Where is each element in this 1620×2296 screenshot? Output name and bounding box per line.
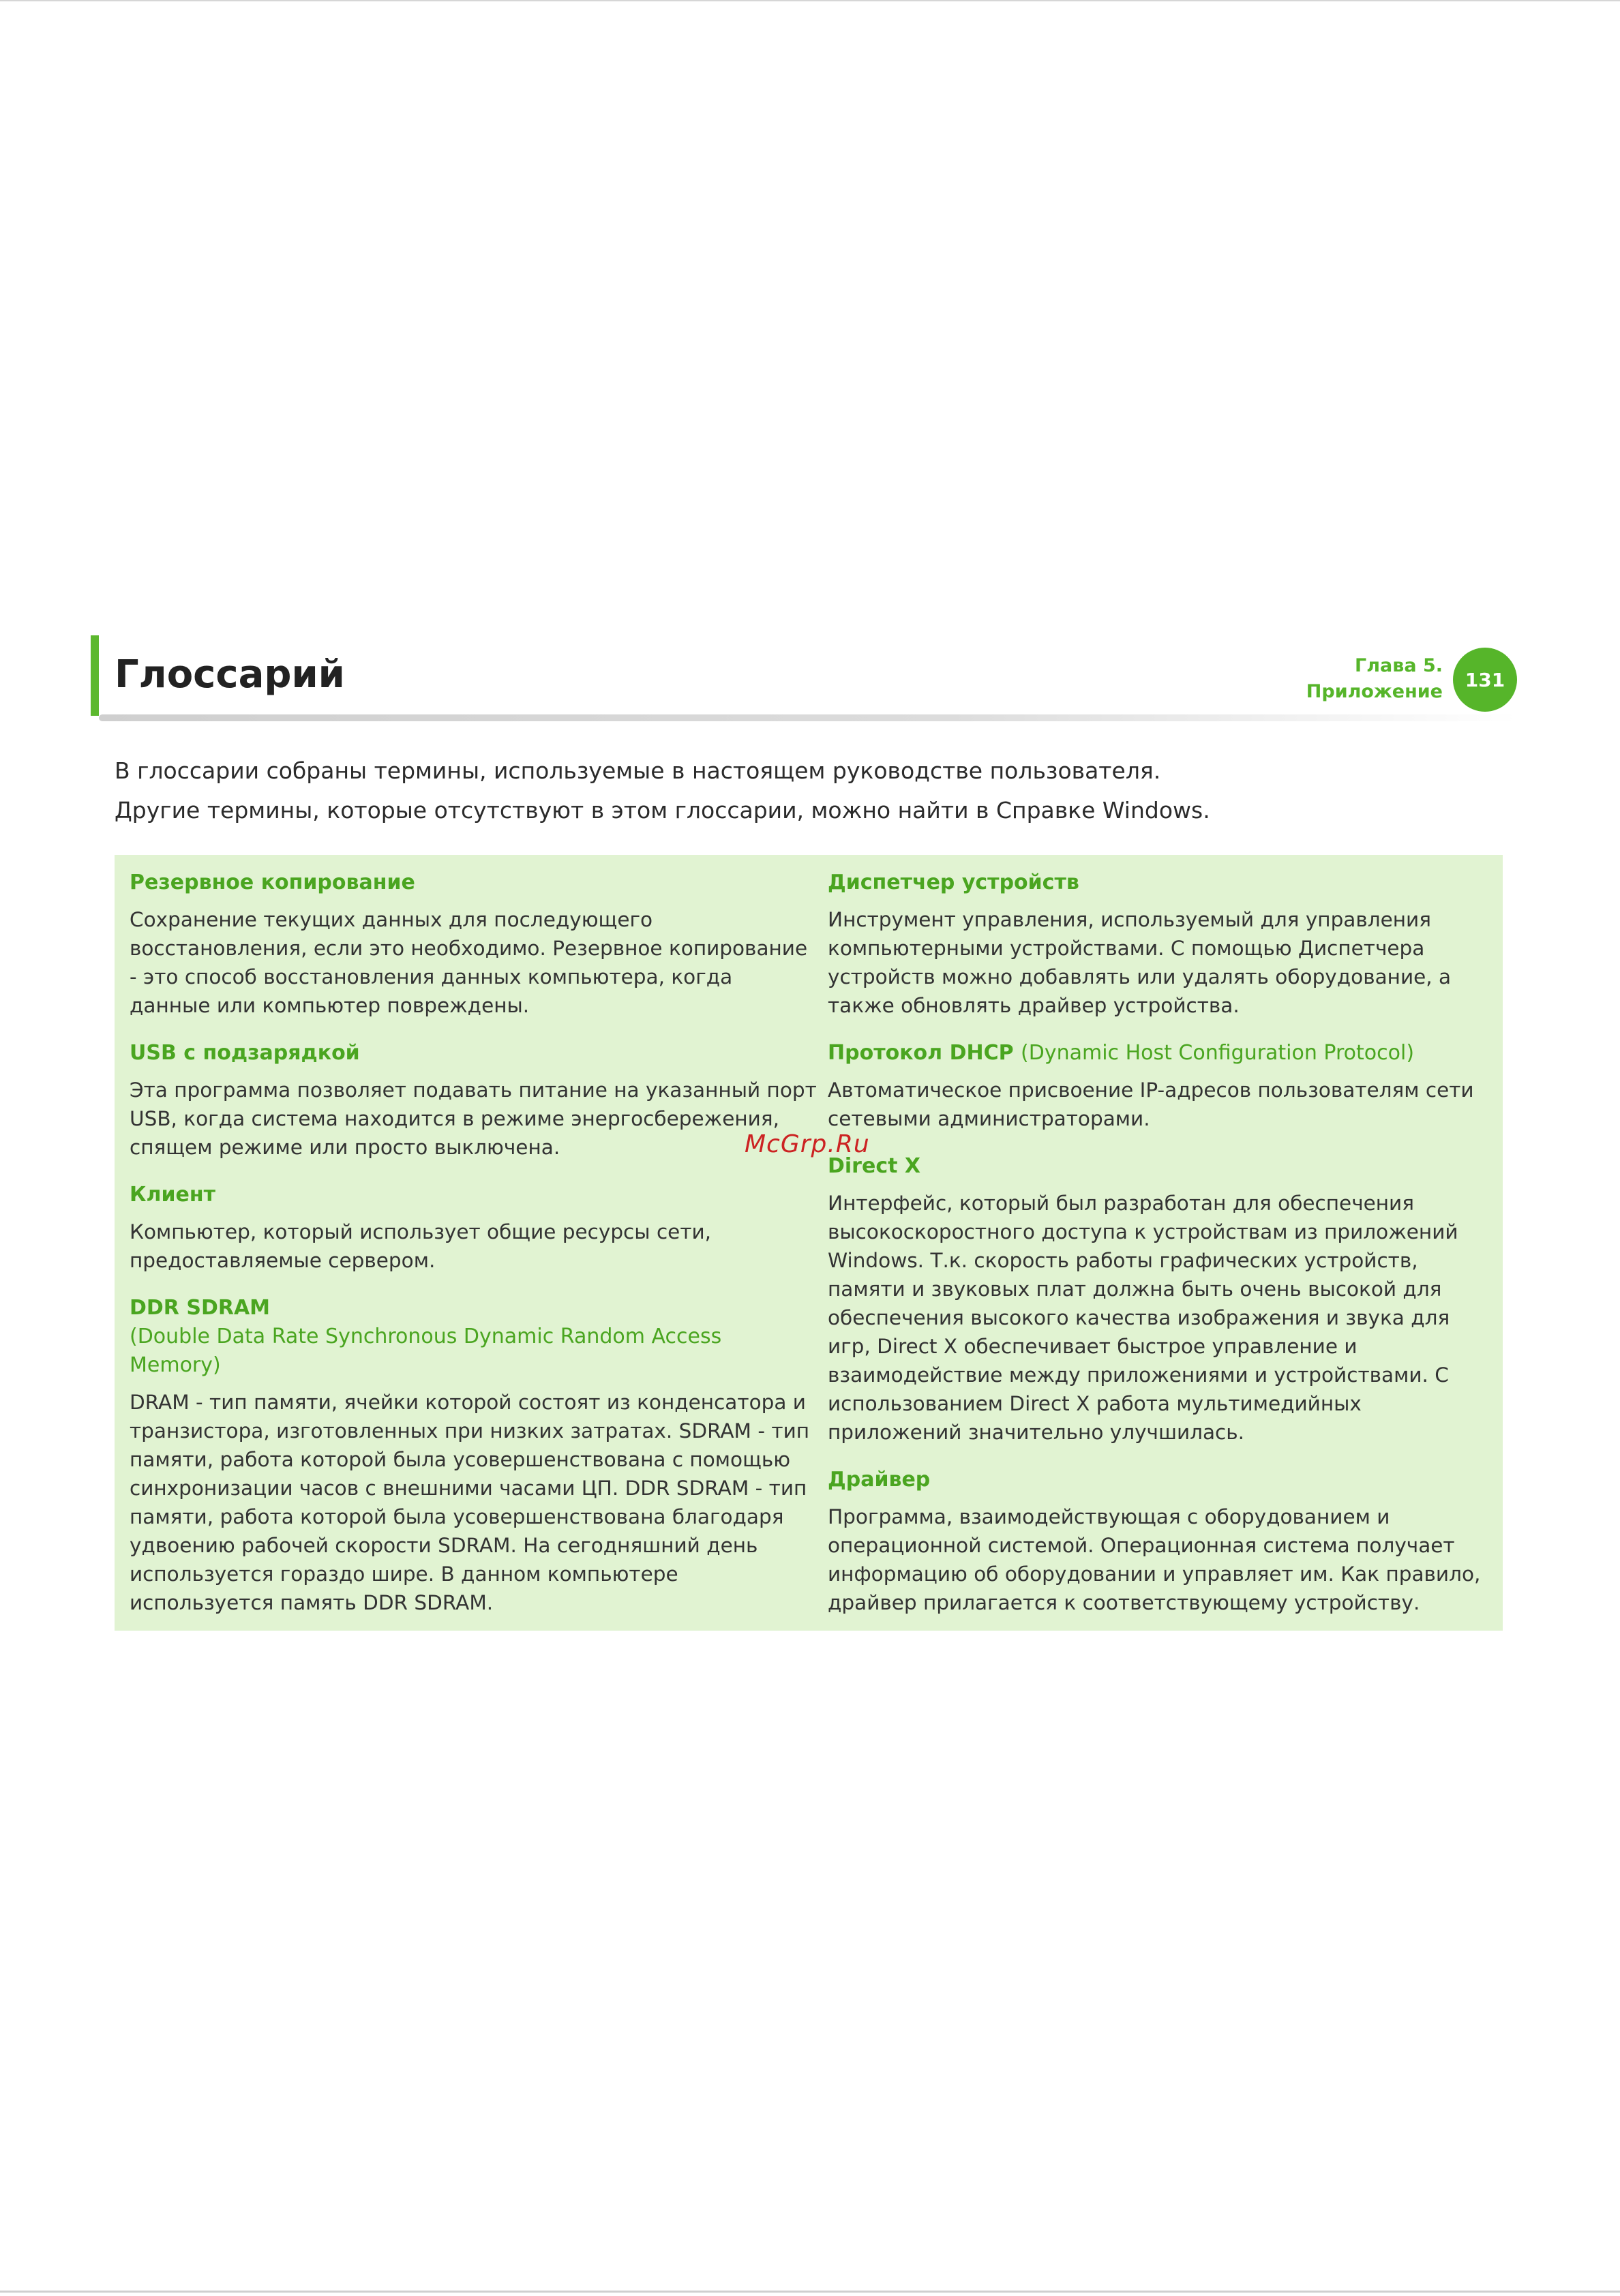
glossary-entry-ddr-sdram bbox=[130, 1294, 818, 1617]
term-title: USB с подзарядкой bbox=[130, 1041, 360, 1065]
term-title: Диспетчер устройств bbox=[828, 871, 1079, 894]
term-expansion: (Double Data Rate Synchronous Dynamic Random Access Memory) bbox=[130, 1325, 722, 1377]
glossary-entry-driver bbox=[828, 1466, 1496, 1617]
bottom-border bbox=[0, 2291, 1620, 2293]
term-expansion: (Dynamic Host Configuration Protocol) bbox=[1021, 1041, 1415, 1065]
header-divider bbox=[99, 714, 1517, 721]
term-title: Резервное копирование bbox=[130, 871, 415, 894]
term-description: Инструмент управления, используемый для управления компьютерными устройствами. С помощью Диспетчера устройств можно добавлять или удалять оборудование, а также обновлять драйвер устройства. bbox=[828, 908, 1452, 1017]
term-description: Сохранение текущих данных для последующего восстановления, если это необходимо. Резервное копирование - это способ восстановления данных компьютера, когда данные или компьютер повреждены. bbox=[130, 908, 808, 1017]
glossary-entry-client bbox=[130, 1181, 818, 1275]
glossary-entry-usb-charging bbox=[130, 1039, 818, 1162]
intro-text bbox=[115, 751, 1512, 830]
chapter-label bbox=[1306, 653, 1443, 705]
glossary-entry-direct-x bbox=[828, 1152, 1496, 1447]
page-title: Глоссарий bbox=[115, 652, 345, 697]
chapter-number: Глава 5. bbox=[1355, 655, 1443, 676]
intro-line-2: Другие термины, которые отсутствуют в этом глоссарии, можно найти в Справке Windows. bbox=[115, 797, 1210, 824]
term-title: Протокол DHCP bbox=[828, 1041, 1014, 1065]
watermark: McGrp.Ru bbox=[745, 1130, 870, 1158]
glossary-entry-backup bbox=[130, 868, 818, 1020]
chapter-name: Приложение bbox=[1306, 681, 1443, 702]
page-number-badge: 131 bbox=[1453, 648, 1517, 712]
glossary-entry-dhcp bbox=[828, 1039, 1496, 1133]
title-accent-bar bbox=[91, 635, 99, 716]
term-description: Компьютер, который использует общие ресурсы сети, предоставляемые сервером. bbox=[130, 1220, 712, 1272]
term-title-line bbox=[828, 1039, 1496, 1068]
term-title: Клиент bbox=[130, 1183, 215, 1207]
term-description: Эта программа позволяет подавать питание на указанный порт USB, когда система находится в режиме энергосбережения, спящем режиме или просто выключена. bbox=[130, 1078, 817, 1159]
term-description: Интерфейс, который был разработан для обеспечения высокоскоростного доступа к устройствам из приложений Windows. Т.к. скорость работы графических устройств, памяти и звуковых плат должна быть очень высокой для обеспечения высокого качества изображения и звука для игр, Direct X обеспечивает быстрое управление и взаимодействие между приложениями и устройствами. С использованием Direct X работа мультимедийных приложений значительно улучшилась. bbox=[828, 1192, 1458, 1444]
glossary-entry-device-manager bbox=[828, 868, 1496, 1020]
intro-line-1: В глоссарии собраны термины, используемые в настоящем руководстве пользователя. bbox=[115, 757, 1161, 784]
term-title: Драйвер bbox=[828, 1468, 931, 1492]
glossary-panel bbox=[115, 855, 1503, 1631]
term-title: DDR SDRAM bbox=[130, 1296, 271, 1320]
glossary-right-column bbox=[828, 868, 1496, 1636]
top-border bbox=[0, 0, 1620, 1]
term-title: Direct X bbox=[828, 1154, 921, 1178]
term-description: Программа, взаимодействующая с оборудованием и операционной системой. Операционная система получает информацию об оборудовании и управляет им. Как правило, драйвер прилагается к соответствующему устройству. bbox=[828, 1505, 1481, 1614]
term-description: DRAM - тип памяти, ячейки которой состоят из конденсатора и транзистора, изготовленных при низких затратах. SDRAM - тип памяти, работа которой была усовершенствована с помощью синхронизации часов с внешними часами ЦП. DDR SDRAM - тип памяти, работа которой была усовершенствована благодаря удвоению рабочей скорости SDRAM. На сегодняшний день используется гораздо шире. В данном компьютере используется память DDR SDRAM. bbox=[130, 1391, 810, 1614]
glossary-left-column bbox=[130, 868, 818, 1636]
term-description: Автоматическое присвоение IP-адресов пользователям сети сетевыми администраторами. bbox=[828, 1078, 1474, 1130]
